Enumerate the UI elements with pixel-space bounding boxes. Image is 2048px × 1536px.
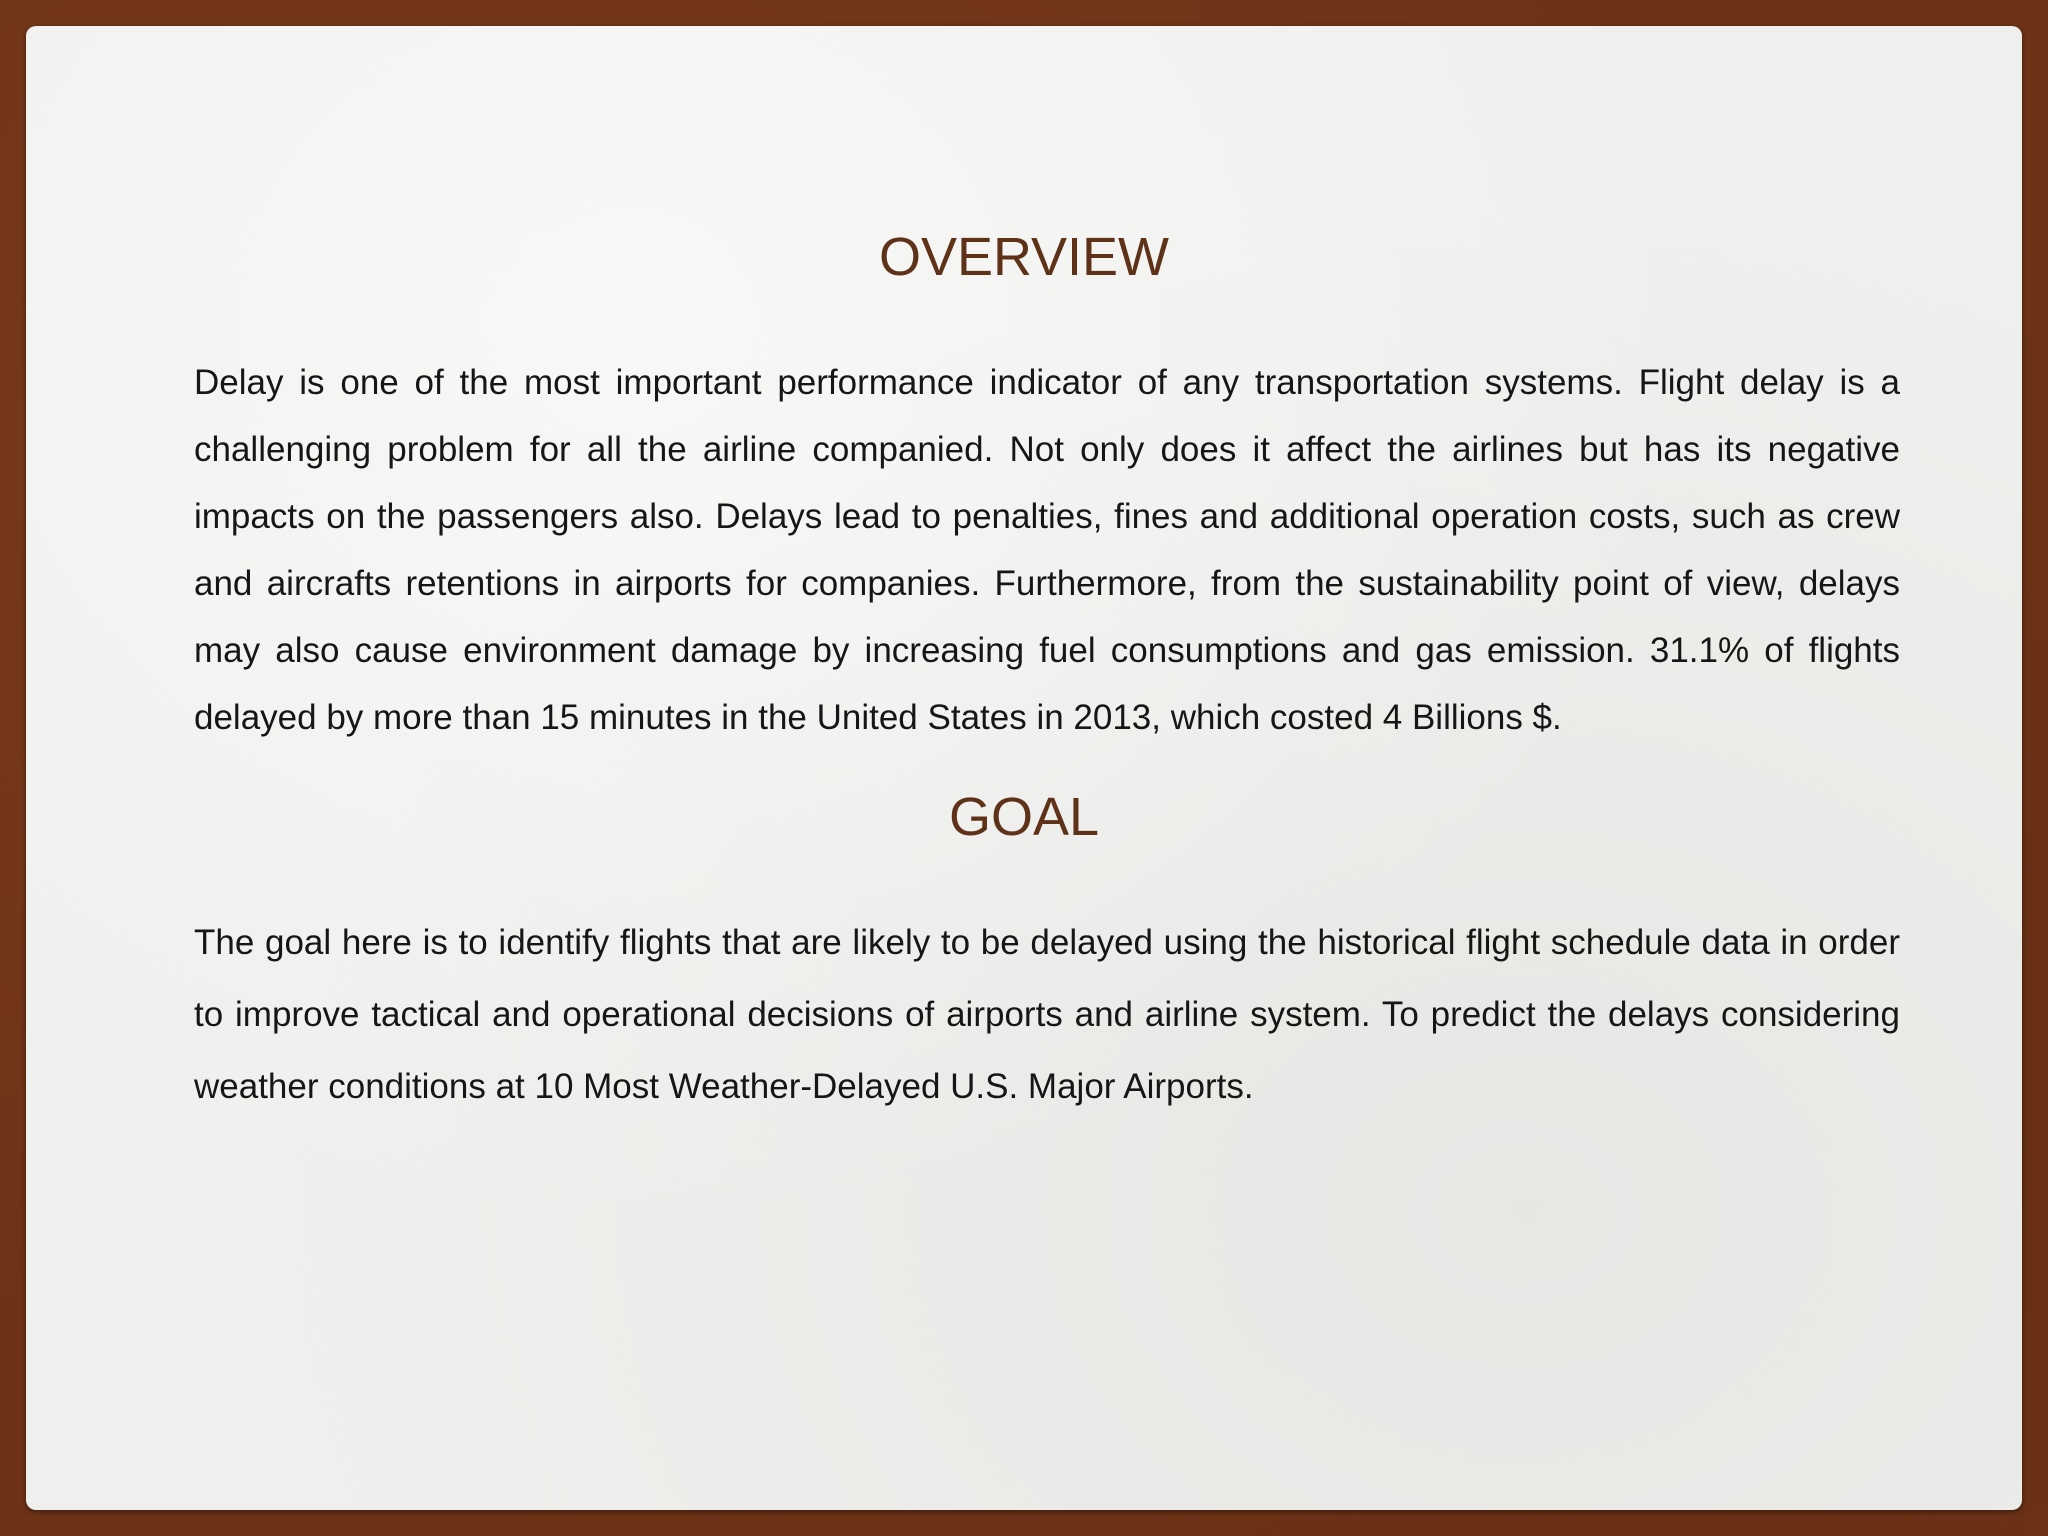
goal-heading: GOAL (948, 787, 1100, 847)
overview-heading: OVERVIEW (878, 227, 1170, 287)
goal-paragraph: The goal here is to identify flights that are likely to be delayed using the historical flight schedule data in order to improve tactical and operational decisions of airports and airline system. To predict the delays considering weather conditions at 10 Most Weather-Delayed U.S. Major Airports. (194, 923, 1900, 1106)
slide (26, 26, 2022, 1510)
overview-paragraph: Delay is one of the most important performance indicator of any transportation systems. Flight delay is a challenging problem for all the airline companied. Not only does it affect the airlines but has its negative impacts on the passengers also. Delays lead to penalties, fines and additional operation costs, such as crew and aircrafts retentions in airports for companies. Furthermore, from the sustainability point of view, delays may also cause environment damage by increasing fuel consumptions and gas emission. 31.1% of flights delayed by more than 15 minutes in the United States in 2013, which costed 4 Billions $. (194, 363, 1900, 737)
